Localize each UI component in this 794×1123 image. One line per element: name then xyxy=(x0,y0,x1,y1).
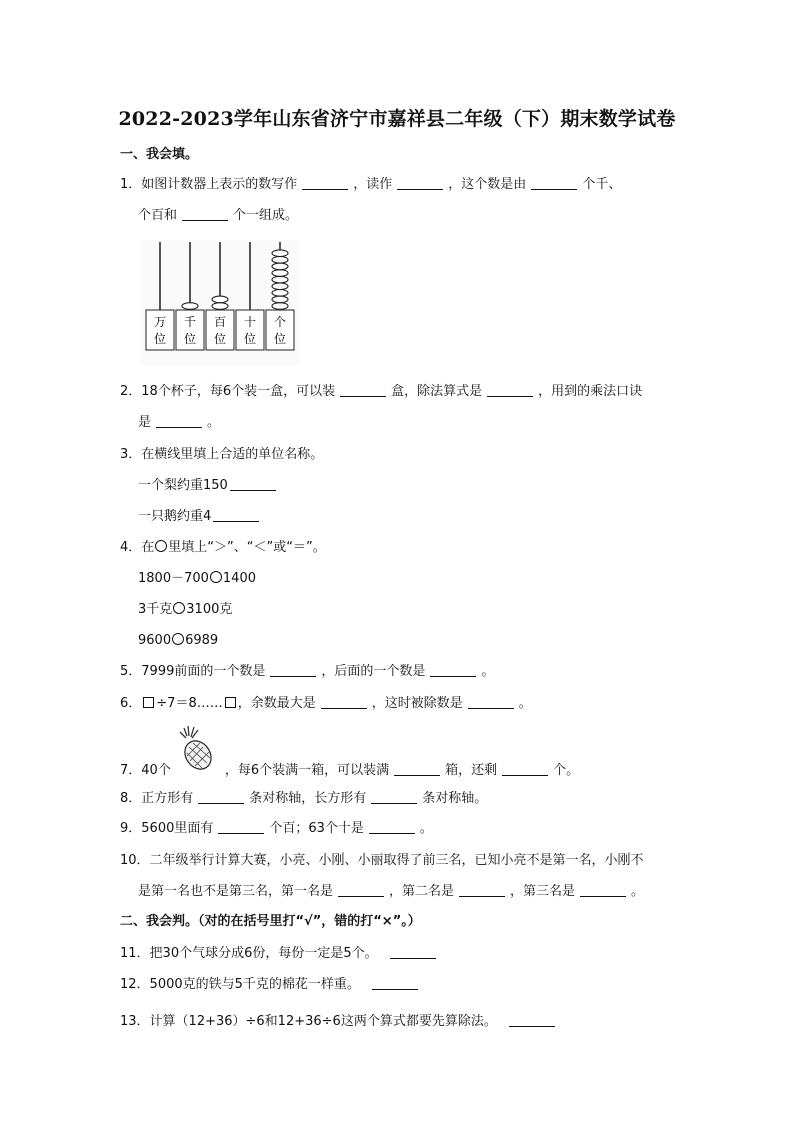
question-4-item-c xyxy=(138,632,218,650)
answer-blank[interactable] xyxy=(372,976,418,990)
answer-blank[interactable] xyxy=(468,695,514,709)
place-value-label-bottom: 位 xyxy=(243,332,257,346)
abacus-bead xyxy=(272,257,288,264)
q1-text-e: 个百和 xyxy=(138,208,178,223)
place-value-label-bottom: 位 xyxy=(273,332,287,346)
q6-text-d: ，这时被除数是 xyxy=(371,696,463,711)
q6-text-b: ÷7＝8…… xyxy=(156,696,223,711)
abacus-bead xyxy=(272,283,288,290)
answer-blank[interactable] xyxy=(371,790,417,804)
answer-blank[interactable] xyxy=(338,883,384,897)
answer-blank[interactable] xyxy=(218,820,264,834)
answer-blank[interactable] xyxy=(502,762,548,776)
q6-text-a: 6． xyxy=(120,696,142,711)
answer-blank[interactable] xyxy=(394,762,440,776)
answer-blank[interactable] xyxy=(270,663,316,677)
question-10-line-1: 10．二年级举行计算大赛，小亮、小刚、小丽取得了前三名，已知小亮不是第一名，小刚不 xyxy=(120,853,644,868)
square-box-icon xyxy=(225,697,236,708)
answer-blank[interactable] xyxy=(580,883,626,897)
abacus-bead xyxy=(272,263,288,270)
q3-text-b: 一只鹅约重4 xyxy=(138,509,212,524)
q3-text-a: 一个梨约重150 xyxy=(138,478,228,493)
question-8 xyxy=(120,790,487,808)
answer-blank[interactable] xyxy=(459,883,505,897)
q1-text-f: 个一组成。 xyxy=(233,208,299,223)
q4-text-b: 里填上“＞”、“＜”或“＝”。 xyxy=(168,540,326,555)
place-value-label-top: 十 xyxy=(243,315,257,329)
q12-text: 12．5000克的铁与5千克的棉花一样重。 xyxy=(120,977,360,992)
question-3-item-b xyxy=(138,508,264,526)
q1-text-c: ，这个数是由 xyxy=(448,177,527,192)
q4-text-a: 4．在 xyxy=(120,540,155,555)
question-9 xyxy=(120,820,433,838)
question-1-line-2 xyxy=(138,207,298,225)
q1-text-a: 1．如图计数器上表示的数写作 xyxy=(120,177,298,192)
answer-blank[interactable] xyxy=(230,477,276,491)
answer-blank[interactable] xyxy=(487,383,533,397)
q4-c-left: 9600 xyxy=(138,633,172,648)
place-value-label-top: 个 xyxy=(273,315,287,329)
abacus-bead xyxy=(272,270,288,277)
abacus-bead xyxy=(272,276,288,283)
q7-text-d: 个。 xyxy=(553,763,580,778)
compare-circle[interactable] xyxy=(173,602,185,614)
q10-text-d: ，第三名是 xyxy=(510,884,576,899)
q10-text-c: ，第二名是 xyxy=(389,884,455,899)
answer-blank[interactable] xyxy=(531,176,577,190)
answer-blank[interactable] xyxy=(198,790,244,804)
q2-text-c: ，用到的乘法口诀 xyxy=(538,384,643,399)
abacus-bead xyxy=(272,296,288,303)
q9-text-a: 9．5600里面有 xyxy=(120,821,214,836)
question-6 xyxy=(120,695,532,713)
q2-text-b: 盒，除法算式是 xyxy=(391,384,483,399)
question-3-item-a xyxy=(138,477,281,495)
question-7 xyxy=(120,762,579,780)
question-4-stem xyxy=(120,539,326,557)
answer-blank[interactable] xyxy=(430,663,476,677)
section-heading-judge: 二、我会判。（对的在括号里打“√”，错的打“×”。） xyxy=(120,914,421,929)
place-value-label-top: 万 xyxy=(153,315,167,329)
q9-text-c: 。 xyxy=(419,821,433,836)
question-4-item-b xyxy=(138,601,232,619)
answer-blank[interactable] xyxy=(213,508,259,522)
q10-text-b: 是第一名也不是第三名，第一名是 xyxy=(138,884,334,899)
q4-a-left: 1800－700 xyxy=(138,571,209,586)
q8-text-a: 8．正方形有 xyxy=(120,791,194,806)
q8-text-c: 条对称轴。 xyxy=(422,791,488,806)
answer-blank[interactable] xyxy=(340,383,386,397)
q2-text-a: 2．18个杯子，每6个装一盒，可以装 xyxy=(120,384,336,399)
compare-circle[interactable] xyxy=(172,633,184,645)
q1-text-d: 个千、 xyxy=(582,177,622,192)
question-1-line-1 xyxy=(120,176,621,194)
q5-text-c: 。 xyxy=(481,664,495,679)
answer-blank[interactable] xyxy=(182,207,228,221)
question-11 xyxy=(120,945,441,963)
question-13 xyxy=(120,1013,560,1031)
question-10-line-2 xyxy=(138,883,644,901)
circle-icon xyxy=(155,540,167,552)
answer-blank[interactable] xyxy=(397,176,443,190)
q11-text: 11．把30个气球分成6份，每份一定是5个。 xyxy=(120,946,378,961)
q7-text-c: 箱，还剩 xyxy=(445,763,498,778)
abacus-bead xyxy=(212,303,228,310)
answer-blank[interactable] xyxy=(509,1013,555,1027)
place-value-label-bottom: 位 xyxy=(183,332,197,346)
question-3-stem: 3．在横线里填上合适的单位名称。 xyxy=(120,447,324,462)
abacus-bead xyxy=(272,250,288,257)
q4-c-right: 6989 xyxy=(185,633,219,648)
q1-text-b: ，读作 xyxy=(353,177,393,192)
page-title: 2022-2023学年山东省济宁市嘉祥县二年级（下）期末数学试卷 xyxy=(118,108,676,130)
answer-blank[interactable] xyxy=(390,945,436,959)
compare-circle[interactable] xyxy=(210,571,222,583)
question-12 xyxy=(120,976,423,994)
answer-blank[interactable] xyxy=(369,820,415,834)
q4-a-right: 1400 xyxy=(222,571,256,586)
abacus-bead xyxy=(272,290,288,297)
abacus-place-value-boxes xyxy=(146,310,294,350)
question-2-line-1 xyxy=(120,383,642,401)
q5-text-a: 5．7999前面的一个数是 xyxy=(120,664,266,679)
square-box-icon xyxy=(143,697,154,708)
place-value-label-top: 千 xyxy=(183,315,197,329)
q9-text-b: 个百；63个十是 xyxy=(269,821,364,836)
answer-blank[interactable] xyxy=(156,414,202,428)
place-value-label-bottom: 位 xyxy=(213,332,227,346)
answer-blank[interactable] xyxy=(321,695,367,709)
abacus-counter-figure xyxy=(140,240,300,365)
q10-text-e: 。 xyxy=(631,884,645,899)
abacus-bead xyxy=(272,303,288,310)
q8-text-b: 条对称轴，长方形有 xyxy=(249,791,367,806)
q5-text-b: ，后面的一个数是 xyxy=(321,664,426,679)
q4-b-left: 3千克 xyxy=(138,602,173,617)
section-heading-fill: 一、我会填。 xyxy=(120,147,199,162)
q6-text-c: ，余数最大是 xyxy=(237,696,316,711)
abacus-bead xyxy=(212,296,228,303)
question-5 xyxy=(120,663,494,681)
answer-blank[interactable] xyxy=(302,176,348,190)
question-2-line-2 xyxy=(138,414,220,432)
place-value-label-top: 百 xyxy=(213,315,227,329)
q4-b-right: 3100克 xyxy=(186,602,233,617)
q13-text: 13．计算（12+36）÷6和12+36÷6这两个算式都要先算除法。 xyxy=(120,1014,497,1029)
q2-text-d: 是 xyxy=(138,415,152,430)
q2-text-e: 。 xyxy=(207,415,221,430)
q6-text-e: 。 xyxy=(518,696,532,711)
q7-text-b: ，每6个装满一箱，可以装满 xyxy=(224,763,390,778)
place-value-label-bottom: 位 xyxy=(153,332,167,346)
question-4-item-a xyxy=(138,570,256,588)
q7-text-a: 7．40个 xyxy=(120,763,171,778)
abacus-bead xyxy=(182,303,198,310)
